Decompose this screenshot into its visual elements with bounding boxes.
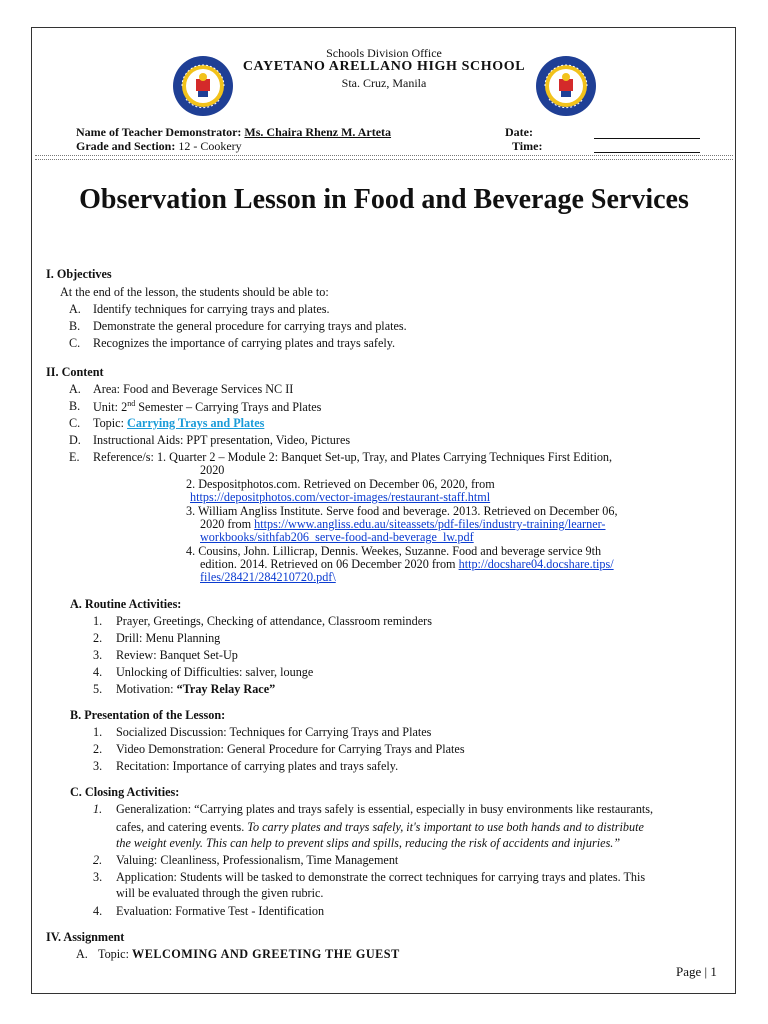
reference-4-url[interactable]: http://docshare04.docshare.tips/ bbox=[458, 557, 614, 571]
topic-pre: Topic: bbox=[93, 416, 128, 430]
presentation-1: Socialized Discussion: Techniques for Carrying Trays and Plates bbox=[116, 725, 432, 739]
closing-1-label: 1. bbox=[93, 802, 103, 816]
routine-3-label: 3. bbox=[93, 648, 103, 662]
content-c-label: C. bbox=[69, 416, 81, 430]
unit-sup: nd bbox=[127, 399, 136, 408]
grade-value: 12 - Cookery bbox=[178, 139, 242, 153]
presentation-1-label: 1. bbox=[93, 725, 103, 739]
reference-1-text: 1. Quarter 2 – Module 2: Banquet Set-up, Tray, and Plates Carrying Techniques First Edition, bbox=[156, 450, 613, 464]
reference-label: Reference/s: bbox=[93, 450, 157, 464]
assignment-heading: IV. Assignment bbox=[46, 930, 125, 944]
presentation-2: Video Demonstration: General Procedure for Carrying Trays and Plates bbox=[116, 742, 465, 756]
objectives-heading: I. Objectives bbox=[46, 267, 112, 281]
reference-4: 4. Cousins, John. Lillicrap, Dennis. Weekes, Suzanne. Food and beverage service 9th bbox=[186, 544, 602, 558]
content-d-label: D. bbox=[69, 433, 81, 447]
grade-line bbox=[76, 139, 242, 154]
reference-2-url[interactable]: https://depositphotos.com/vector-images/restaurant-staff.html bbox=[190, 490, 491, 504]
time-label: Time: bbox=[512, 139, 543, 153]
assignment-topic-pre: Topic: bbox=[98, 947, 133, 961]
presentation-3: Recitation: Importance of carrying plates and trays safely. bbox=[116, 759, 399, 773]
reference-3: 3. William Angliss Institute. Serve food and beverage. 2013. Retrieved on December 06, bbox=[186, 504, 618, 518]
closing-2-label: 2. bbox=[93, 853, 103, 867]
presentation-3-label: 3. bbox=[93, 759, 103, 773]
content-b-label: B. bbox=[69, 399, 81, 413]
objective-a-label: A. bbox=[69, 302, 81, 316]
generalization-plain: cafes, and catering events. bbox=[116, 820, 248, 834]
assignment-a-label: A. bbox=[76, 947, 88, 961]
routine-5-label: 5. bbox=[93, 682, 103, 696]
header-divider bbox=[35, 155, 733, 156]
objective-c: Recognizes the importance of carrying plates and trays safely. bbox=[93, 336, 396, 350]
objective-c-label: C. bbox=[69, 336, 81, 350]
reference-3-pre: 2020 from bbox=[200, 517, 255, 531]
content-a-label: A. bbox=[69, 382, 81, 396]
school-name: CAYETANO ARELLANO HIGH SCHOOL bbox=[242, 59, 526, 74]
content-heading: II. Content bbox=[46, 365, 104, 379]
page-number: Page | 1 bbox=[676, 964, 717, 979]
routine-2: Drill: Menu Planning bbox=[116, 631, 221, 645]
reference-4-pre: edition. 2014. Retrieved on 06 December 2020 from bbox=[200, 557, 459, 571]
grade-label: Grade and Section: bbox=[76, 139, 176, 153]
content-area: Area: Food and Beverage Services NC II bbox=[93, 382, 294, 396]
objective-b-label: B. bbox=[69, 319, 81, 333]
routine-4-label: 4. bbox=[93, 665, 103, 679]
reference-4-line3[interactable] bbox=[200, 570, 336, 585]
unit-pre: Unit: 2 bbox=[93, 400, 128, 415]
routine-2-label: 2. bbox=[93, 631, 103, 645]
objective-b: Demonstrate the general procedure for carrying trays and plates. bbox=[93, 319, 407, 333]
date-blank bbox=[594, 138, 700, 139]
routine-1-label: 1. bbox=[93, 614, 103, 628]
closing-generalization-3: the weight evenly. This can help to prevent slips and spills, reducing the risk of accidents and injuries.” bbox=[116, 836, 621, 850]
generalization-italic: To carry plates and trays safely, it's important to use both hands and to distribute bbox=[247, 820, 644, 834]
assignment-topic-title: WELCOMING AND GREETING THE GUEST bbox=[132, 947, 400, 961]
presentation-2-label: 2. bbox=[93, 742, 103, 756]
closing-3-label: 3. bbox=[93, 870, 103, 884]
motivation-activity: “Tray Relay Race” bbox=[176, 682, 276, 696]
time-blank bbox=[594, 152, 700, 153]
routine-3: Review: Banquet Set-Up bbox=[116, 648, 238, 662]
document-title: Observation Lesson in Food and Beverage Services bbox=[79, 184, 689, 215]
unit-post: Semester – Carrying Trays and Plates bbox=[135, 400, 322, 415]
closing-generalization-1: Generalization: “Carrying plates and trays safely is essential, especially in busy environments like restaurants, bbox=[116, 802, 654, 816]
teacher-name: Ms. Chaira Rhenz M. Arteta bbox=[244, 125, 392, 139]
topic-link[interactable]: Carrying Trays and Plates bbox=[127, 416, 265, 430]
closing-evaluation: Evaluation: Formative Test - Identification bbox=[116, 904, 325, 918]
routine-1: Prayer, Greetings, Checking of attendance, Classroom reminders bbox=[116, 614, 432, 628]
reference-1-year: 2020 bbox=[200, 463, 225, 477]
reference-3-url[interactable]: https://www.angliss.edu.au/siteassets/pdf-files/industry-training/learner- bbox=[254, 517, 606, 531]
closing-application-1: Application: Students will be tasked to demonstrate the correct techniques for carrying trays and plates. This bbox=[116, 870, 646, 884]
reference-3-line3[interactable] bbox=[200, 530, 474, 545]
motivation-pre: Motivation: bbox=[116, 682, 177, 696]
objectives-intro: At the end of the lesson, the students should be able to: bbox=[60, 285, 329, 299]
reference-1 bbox=[93, 450, 612, 465]
routine-4: Unlocking of Difficulties: salver, lounge bbox=[116, 665, 314, 679]
content-e-label: E. bbox=[69, 450, 80, 464]
objective-a: Identify techniques for carrying trays and plates. bbox=[93, 302, 330, 316]
reference-2-link[interactable] bbox=[190, 490, 490, 505]
header-divider-2 bbox=[35, 159, 733, 160]
content-topic bbox=[93, 416, 264, 431]
reference-3-url-cont[interactable]: workbooks/sithfab206_serve-food-and-beverage_lw.pdf bbox=[200, 530, 474, 544]
closing-4-label: 4. bbox=[93, 904, 103, 918]
reference-4-url-cont[interactable]: files/28421/284210720.pdf\ bbox=[200, 570, 336, 584]
reference-2: 2. Despositphotos.com. Retrieved on December 06, 2020, from bbox=[186, 477, 495, 491]
routine-heading: A. Routine Activities: bbox=[70, 597, 182, 611]
office-name: Schools Division Office bbox=[326, 46, 442, 60]
teacher-line bbox=[76, 125, 391, 140]
content-aids: Instructional Aids: PPT presentation, Video, Pictures bbox=[93, 433, 351, 447]
assignment-topic bbox=[98, 947, 400, 962]
teacher-label: Name of Teacher Demonstrator: bbox=[76, 125, 242, 139]
routine-5 bbox=[116, 682, 275, 697]
content-unit bbox=[93, 399, 321, 415]
closing-valuing: Valuing: Cleanliness, Professionalism, Time Management bbox=[116, 853, 399, 867]
closing-application-2: will be evaluated through the given rubric. bbox=[116, 886, 324, 900]
date-label: Date: bbox=[505, 125, 533, 139]
closing-generalization-2 bbox=[116, 820, 644, 835]
school-address: Sta. Cruz, Manila bbox=[341, 76, 427, 90]
closing-heading: C. Closing Activities: bbox=[70, 785, 180, 799]
presentation-heading: B. Presentation of the Lesson: bbox=[70, 708, 226, 722]
